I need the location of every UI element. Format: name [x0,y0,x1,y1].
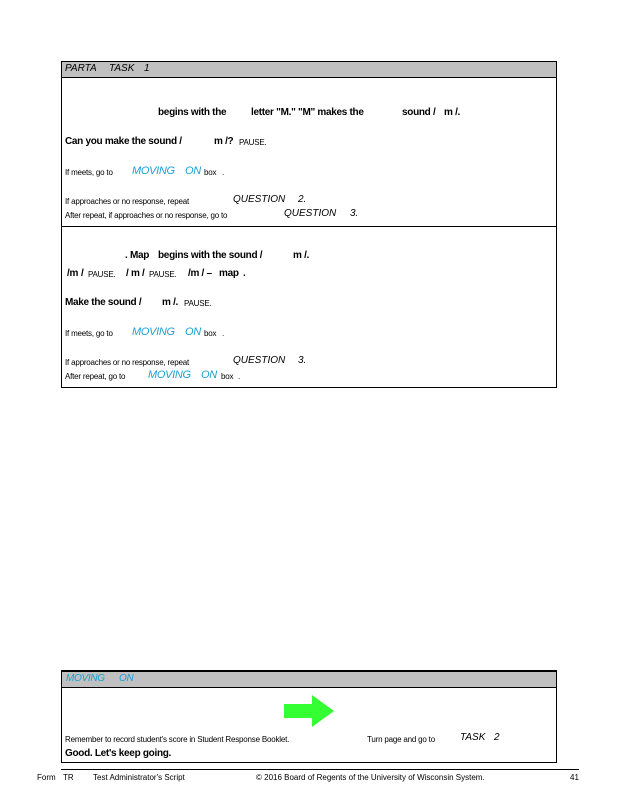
footer-form: Form [37,773,56,782]
turn-page-text: Turn page and go to [367,735,435,744]
q1-if-meets: If meets, go to [65,168,113,177]
q2-if-approaches: If approaches or no response, repeat [65,358,189,367]
green-arrow-shape [284,695,334,727]
q2-on-link[interactable]: ON [185,326,201,338]
q2-m-dash: /m / – [188,268,212,279]
q1-question-label: QUESTION [233,194,286,205]
q2-if-meets: If meets, go to [65,329,113,338]
good-keep-going: Good. Let's keep going. [65,748,172,759]
q1-after-repeat: After repeat, if approaches or no response, go to [65,211,228,220]
q1-after-question-label: QUESTION [284,208,337,219]
q1-on-link[interactable]: ON [185,165,201,177]
q1-after-question-number: 3. [350,208,359,219]
q2-slash-2: / [142,268,145,279]
moving-on-header [62,672,556,688]
q2-m-sound: m /. [293,250,310,261]
part-a-task-box [61,61,557,388]
q2-question-label: QUESTION [233,355,286,366]
footer-page-number: 41 [570,773,579,782]
q1-if-approaches: If approaches or no response, repeat [65,197,189,206]
q2-pause-3: PAUSE. [184,299,212,308]
q2-m-slash: m /. [162,297,179,308]
part-a-header [62,62,556,78]
q2-map-word: map [219,268,239,279]
remember-text: Remember to record student's score in Student Response Booklet. [65,735,290,744]
q1-m-question: m /? [214,136,234,147]
q2-make-the-sound: Make the sound / [65,297,142,308]
q2-after-box-text: box [221,372,234,381]
moving-on-on: ON [119,673,134,684]
question-divider [62,226,556,227]
footer-script: Test Administrator's Script [93,773,185,782]
next-task-number: 2 [494,732,500,743]
q2-map: . Map [125,250,150,261]
q1-moving-link[interactable]: MOVING [132,165,175,177]
q2-moving-link[interactable]: MOVING [132,326,175,338]
moving-on-moving: MOVING [66,673,105,684]
q1-sound: sound / [402,107,436,118]
footer-copyright: © 2016 Board of Regents of the University of Wisconsin System. [256,773,485,782]
q1-question-number: 2. [298,194,307,205]
task-label: TASK [109,63,135,74]
moving-on-box [61,670,557,763]
q2-box-text: box [204,329,217,338]
footer-rule [61,769,579,770]
q1-letter-m: letter "M." "M" makes the [251,107,364,118]
footer-tr: TR [63,773,74,782]
q1-box-text: box [204,168,217,177]
q2-after-moving-link[interactable]: MOVING [148,369,191,381]
next-task-label: TASK [460,732,486,743]
q1-pause: PAUSE. [239,138,267,147]
q2-after-on-link[interactable]: ON [201,369,217,381]
q2-pause-2: PAUSE. [149,270,177,279]
q1-can-you-make: Can you make the sound / [65,136,182,147]
q1-box-dot: . [222,168,225,177]
q2-box-dot: . [222,329,225,338]
q2-begins-with: begins with the sound / [158,250,263,261]
q2-slash-1: / [81,268,84,279]
q1-m-sound: m /. [444,107,461,118]
task-number: 1 [144,63,150,74]
q1-begins-with: begins with the [158,107,227,118]
green-arrow-icon [284,695,334,727]
q2-question-number: 3. [298,355,307,366]
q2-pause-1: PAUSE. [88,270,116,279]
q2-after-repeat: After repeat, go to [65,372,126,381]
q2-map-dot: . [243,268,246,279]
q2-slash-m-2: / m [126,268,140,279]
part-label: PARTA [65,63,97,74]
q2-slash-m-1: /m [67,268,79,279]
q2-after-box-dot: . [238,372,241,381]
